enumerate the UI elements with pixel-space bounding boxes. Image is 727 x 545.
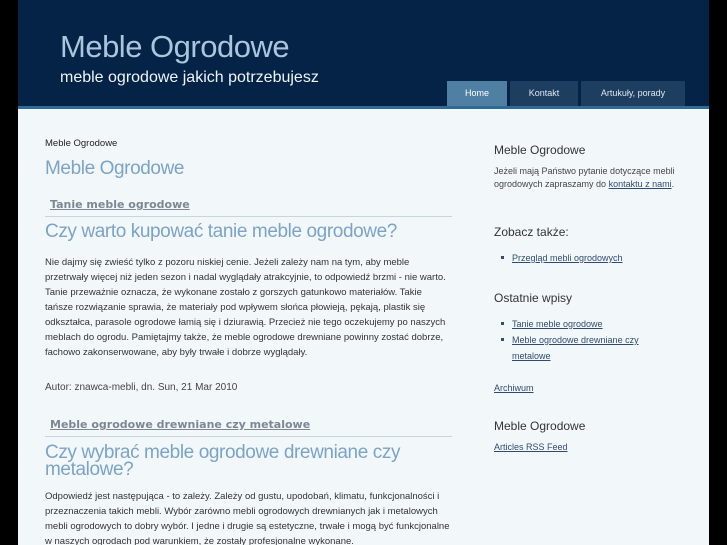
list-item[interactable] xyxy=(501,332,639,348)
site-header xyxy=(18,0,709,106)
recent-post-link[interactable]: Tanie meble ogrodowe xyxy=(512,319,603,329)
sidebar-about-end: . xyxy=(671,179,675,189)
bullet-icon xyxy=(501,322,504,325)
list-item[interactable] xyxy=(501,316,603,332)
header-divider xyxy=(18,106,709,109)
bullet-icon xyxy=(501,256,504,259)
list-item[interactable] xyxy=(501,250,623,266)
sidebar-about-text xyxy=(494,165,680,191)
post-body: Odpowiedź jest następująca - to zależy. Zależy od gustu, upodobań, klimatu, funkcjonalności i przeznaczenia takich mebli. Wybór zarówno mebli ogrodowych drewnianych jak i metalowych mebli ogrodowych to dobry wybór. I jedne i drugie są estetyczne, trwałe i mogą być funkcjonalne w naszych ogrodach pod warunkiem, że zostały profesjonalne wykonane. xyxy=(45,491,450,545)
post-divider xyxy=(45,436,452,437)
post-heading: Czy wybrać meble ogrodowe drewniane czy metalowe? xyxy=(45,442,401,480)
sidebar-heading-about: Meble Ogrodowe xyxy=(494,143,586,157)
sidebar-heading-feed: Meble Ogrodowe xyxy=(494,419,586,433)
post-heading: Czy warto kupować tanie meble ogrodowe? xyxy=(45,221,397,242)
archive-link[interactable]: Archiwum xyxy=(494,383,534,393)
see-also-link[interactable]: Przegląd mebli ogrodowych xyxy=(512,253,623,263)
sidebar-heading-recent: Ostatnie wpisy xyxy=(494,291,573,305)
recent-post-link[interactable]: Meble ogrodowe drewniane czy xyxy=(512,335,639,345)
breadcrumb: Meble Ogrodowe xyxy=(45,138,118,149)
recent-post-link-continued[interactable]: metalowe xyxy=(512,351,551,361)
list-item[interactable] xyxy=(501,348,551,364)
sidebar-heading-see-also: Zobacz także: xyxy=(494,225,569,239)
rss-feed-link[interactable]: Articles RSS Feed xyxy=(494,442,568,452)
bullet-icon xyxy=(501,338,504,341)
contact-link[interactable]: kontaktu z nami xyxy=(608,179,672,189)
site-tagline: meble ogrodowe jakich potrzebujesz xyxy=(60,69,319,86)
nav-tab-kontakt[interactable]: Kontakt xyxy=(510,81,578,107)
post-divider xyxy=(45,216,452,217)
post-link-drewniane-czy-metalowe[interactable]: Meble ogrodowe drewniane czy metalowe xyxy=(50,418,311,431)
page-title: Meble Ogrodowe xyxy=(45,158,185,179)
sidebar-about-copy: Jeżeli mają Państwo pytanie dotyczące mebli ogrodowych zapraszamy do xyxy=(494,166,675,189)
page xyxy=(18,0,709,545)
post-body: Nie dajmy się zwieść tylko z pozoru niskiej cenie. Jeżeli zależy nam na tym, aby meble przetrwały więcej niż jeden sezon i nadal wyglądały atrakcyjnie, to odpowiedź brzmi - nie warto. Tanie przeważnie oznacza, że wykonane zostało z gorszych gatunkowo materiałów. Takie tańsze rozwiązanie sprawia, że materiały pod wpływem słońca płowieją, pękają, plastik się odkształca, parasole ogrodowe łamią się i dziurawią. Przecież nie tego oczekujemy po naszych meblach do ogrodu. Pamiętajmy także, że meble ogrodowe drewniane powinny zostać dobrze, fachowo zakonserwowane, aby były trwałe i dobrze wyglądały. xyxy=(45,257,446,358)
nav-tab-articles[interactable]: Artukuły, porady xyxy=(581,81,685,107)
site-title[interactable]: Meble Ogrodowe xyxy=(60,29,290,64)
post-meta: Autor: znawca-mebli, dn. Sun, 21 Mar 2010 xyxy=(45,382,238,393)
post-link-tanie-meble[interactable]: Tanie meble ogrodowe xyxy=(50,198,190,211)
nav-tab-home[interactable]: Home xyxy=(447,81,507,107)
